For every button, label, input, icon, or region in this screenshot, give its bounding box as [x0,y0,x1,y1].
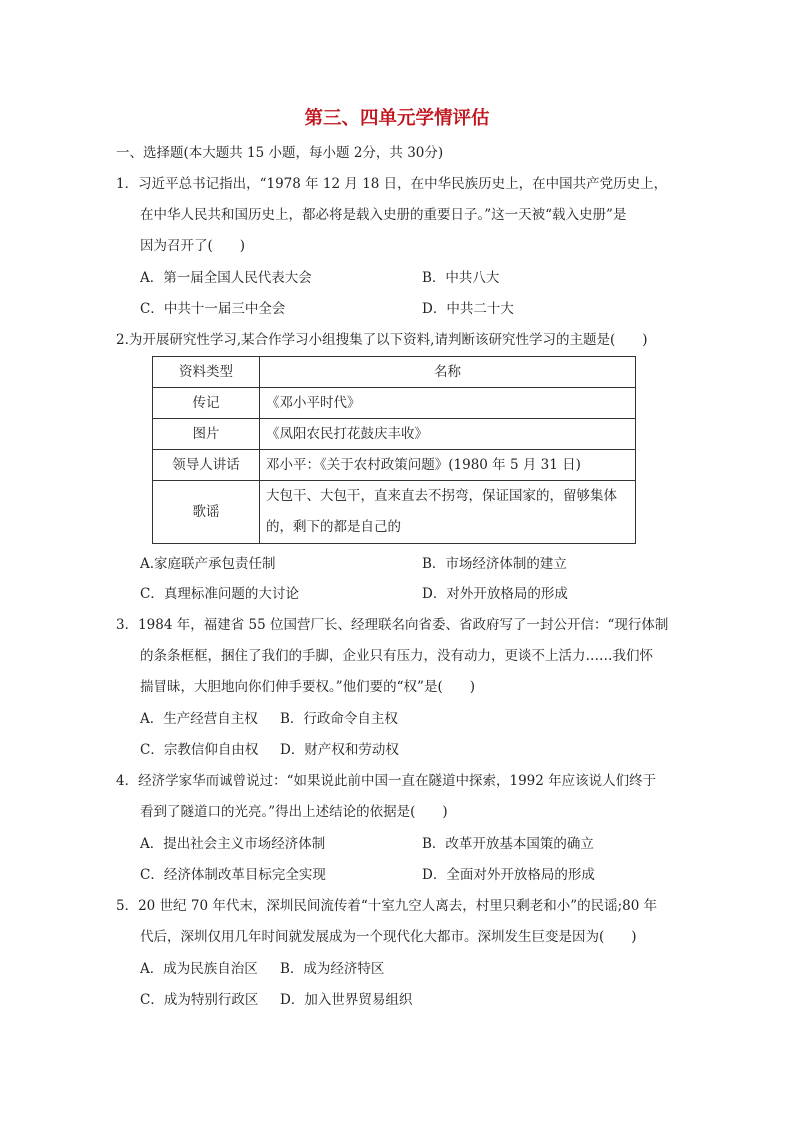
table-cell-name: 《邓小平时代》 [260,388,636,419]
table-cell-name: 《凤阳农民打花鼓庆丰收》 [260,419,636,450]
table-row [153,450,636,481]
question-4-option-d: D．全面对外开放格局的形成 [422,867,595,883]
question-3-option-b: B．行政命令自主权 [280,711,398,727]
question-2-option-b: B．市场经济体制的建立 [422,556,567,572]
table-row [153,419,636,450]
table-cell-line-1: 大包干、大包干，直来直去不拐弯，保证国家的，留够集体 [266,488,617,504]
table-cell-name: 邓小平：《关于农村政策问题》(1980 年 5 月 31 日) [260,450,636,481]
question-2-option-c: C．真理标准问题的大讨论 [140,586,299,602]
section-heading: 一、选择题(本大题共 15 小题，每小题 2分，共 30分) [116,145,444,161]
question-5-option-b: B．成为经济特区 [280,961,385,977]
question-3-line-2: 的条条框框，捆住了我们的手脚，企业只有压力，没有动力，更谈不上活力……我们怀 [140,648,653,664]
table-header-name: 名称 [260,357,636,388]
question-3-option-a: A．生产经营自主权 [140,711,258,727]
question-3-line-1: 3．1984 年，福建省 55 位国营厂长、经理联名向省委、省政府写了一封公开信：“现行体制 [116,617,669,633]
question-1-option-d: D．中共二十大 [422,301,514,317]
table-cell-type: 图片 [153,419,260,450]
question-4-line-1: 4．经济学家华而诚曾说过：“如果说此前中国一直在隧道中探索，1992 年应该说人们终于 [116,773,657,789]
table-header-type: 资料类型 [153,357,260,388]
question-1-line-2: 在中华人民共和国历史上，都必将是载入史册的重要日子。”这一天被“载入史册”是 [140,207,627,223]
question-1-option-a: A．第一届全国人民代表大会 [140,270,312,286]
table-row [153,481,636,544]
question-5-option-c: C．成为特别行政区 [140,992,259,1008]
question-4-option-a: A．提出社会主义市场经济体制 [140,836,326,852]
question-4-option-b: B．改革开放基本国策的确立 [422,836,594,852]
question-1-line-3: 因为召开了( ) [140,238,246,254]
question-5-option-a: A．成为民族自治区 [140,961,258,977]
question-3-option-c: C．宗教信仰自由权 [140,742,259,758]
table-cell-type: 传记 [153,388,260,419]
question-1-line-1: 1．习近平总书记指出，“1978 年 12 月 18 日，在中华民族历史上，在中国共产党历史上， [116,176,668,192]
question-5-option-d: D．加入世界贸易组织 [280,992,413,1008]
question-3-option-d: D．财产权和劳动权 [280,742,399,758]
question-1-option-c: C．中共十一届三中全会 [140,301,286,317]
question-1-option-b: B．中共八大 [422,270,500,286]
question-2-option-d: D．对外开放格局的形成 [422,586,568,602]
question-3-line-3: 揣冒昧，大胆地向你们伸手要权。”他们要的“权”是( ) [140,679,475,695]
question-5-line-1: 5．20 世纪 70 年代末，深圳民间流传着“十室九空人离去，村里只剩老和小”的民谣;80 年 [116,898,658,914]
question-4-line-2: 看到了隧道口的光亮。”得出上述结论的依据是( ) [140,804,448,820]
table-header-row [153,357,636,388]
page-title: 第三、四单元学情评估 [304,108,490,129]
table-cell-type: 领导人讲话 [153,450,260,481]
resource-table [152,356,636,544]
question-4-option-c: C．经济体制改革目标完全实现 [140,867,326,883]
question-2-option-a: A.家庭联产承包责任制 [140,556,276,572]
table-cell-name [260,481,636,544]
table-cell-line-2: 的，剩下的都是自己的 [266,519,401,535]
question-2-stem: 2.为开展研究性学习,某合作学习小组搜集了以下资料,请判断该研究性学习的主题是( ) [116,332,648,348]
question-5-line-2: 代后，深圳仅用几年时间就发展成为一个现代化大都市。深圳发生巨变是因为( ) [140,929,637,945]
table-cell-type: 歌谣 [153,481,260,544]
table-row [153,388,636,419]
